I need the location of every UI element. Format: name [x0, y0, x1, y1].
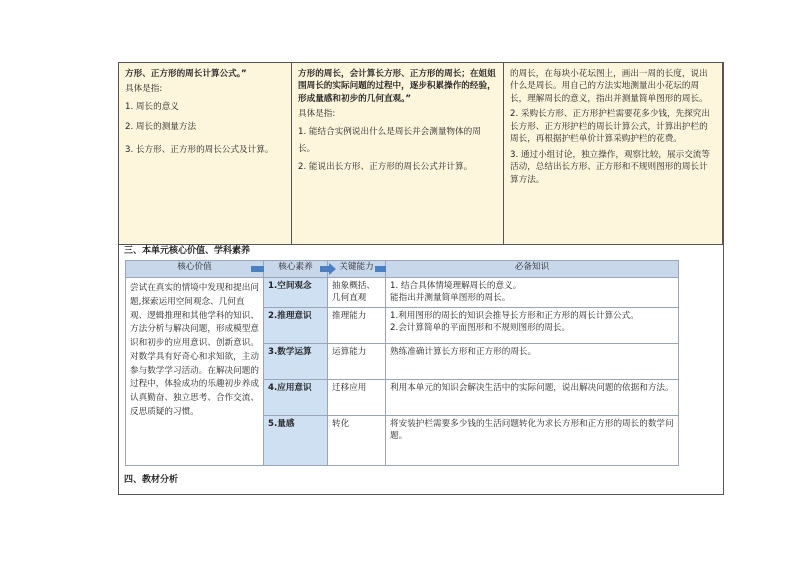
list-item: 3. 长方形、正方形的周长公式及计算。 [125, 144, 274, 155]
ability-cell: 迁移应用 [328, 380, 386, 416]
ability-cell: 运算能力 [328, 344, 386, 380]
knowledge-line: 将安装护栏需要多少钱的生活问题转化为求长方形和正方形的周长的数学问题。 [390, 419, 674, 442]
objectives-cell-3 [504, 63, 723, 245]
objectives-cell-1 [119, 63, 292, 245]
core-value-text: 尝试在真实的情境中发现和提出问题,探索运用空间观念、几何直观、逻辑推理和其他学科的知识、方法分析与解决问题，形成模型意识和初步的应用意识、创新意识。对数学具有好奇心和求知欲，主动参与数学学习活动。在解决问题的过程中，体验成功的乐趣初步养成认真勤奋、独立思考、合作交流、反思质疑的习惯。 [126, 278, 264, 466]
knowledge-cell [386, 416, 679, 466]
literacy-cell: 5.量感 [264, 416, 328, 466]
list-item: 1. 能结合实例说出什么是周长并会测量物体的周长。 [298, 126, 481, 154]
ability-cell: 抽象概括、几何直观 [328, 278, 386, 308]
standard-text: 方形的周长，会计算长方形、正方形的周长；在姐姐围周长的实际问题的过程中，逐步积累操作的经验，形成量感和初步的几何直观。” [298, 69, 496, 104]
section-3-title: 三、本单元核心价值、学科素养 [124, 246, 251, 256]
knowledge-cell [386, 344, 679, 380]
activity-text: 的周长，在每块小花坛图上，画出一周的长度，说出什么是周长。用自己的方法实地测量出小花坛的周长，理解周长的意义，指出并测量简单图形的周长。 [510, 69, 708, 104]
ability-cell: 转化 [328, 416, 386, 466]
objectives-cell-2 [292, 63, 504, 245]
knowledge-cell [386, 278, 679, 308]
literacy-cell: 3.数学运算 [264, 344, 328, 380]
knowledge-line: 熟练准确计算长方形和正方形的周长。 [390, 347, 537, 357]
header-ability [328, 261, 386, 278]
intro-text: 具体是指: [125, 84, 163, 95]
knowledge-line: 2.会计算简单的平面图形和不规则图形的周长。 [390, 323, 571, 334]
list-item: 2. 周长的测量方法 [125, 122, 197, 133]
list-item: 2. 采购长方形、正方形护栏需要花多少钱，先探究出长方形、正方形护栏的周长计算公式，计算出护栏的周长，再根据护栏单价计算采购护栏的花费。 [510, 109, 710, 145]
knowledge-line: 能指出并测量简单图形的周长。 [390, 293, 511, 304]
intro-text: 具体是指: [298, 109, 336, 120]
header-knowledge-label: 必备知识 [514, 262, 550, 272]
objectives-table [118, 62, 723, 245]
literacy-cell: 1.空间观念 [264, 278, 328, 308]
section-4-title: 四、教材分析 [124, 475, 179, 485]
list-item: 1. 周长的意义 [125, 101, 179, 112]
arrow-right-icon [320, 263, 336, 275]
literacy-cell: 4.应用意识 [264, 380, 328, 416]
table-row [126, 278, 679, 308]
knowledge-line: 1.利用图形的周长的知识会推导长方形和正方形的周长计算公式。 [390, 311, 639, 321]
formula-line: 方形、正方形的周长计算公式。” [125, 69, 247, 79]
header-literacy-label: 核心素养 [278, 262, 313, 272]
header-core-value-label: 核心价值 [177, 262, 212, 272]
knowledge-cell [386, 380, 679, 416]
literacy-cell: 2.推理意识 [264, 308, 328, 344]
header-knowledge [386, 261, 679, 278]
list-item: 3. 通过小组讨论，独立操作，观察比较，展示交流等活动，总结出长方形、正方形和不规则图形的周长计算方法。 [510, 149, 710, 185]
ability-cell: 推理能力 [328, 308, 386, 344]
knowledge-line: 1. 结合具体情境理解周长的意义。 [390, 281, 522, 291]
core-literacy-table [125, 260, 679, 466]
list-item: 2. 能说出长方形、正方形的周长公式并计算。 [298, 162, 473, 173]
header-core-value [126, 261, 264, 278]
header-literacy [264, 261, 328, 278]
knowledge-line: 利用本单元的知识会解决生活中的实际问题，说出解决问题的依据和方法。 [390, 383, 674, 393]
header-ability-label: 关键能力 [339, 262, 374, 272]
knowledge-cell [386, 308, 679, 344]
